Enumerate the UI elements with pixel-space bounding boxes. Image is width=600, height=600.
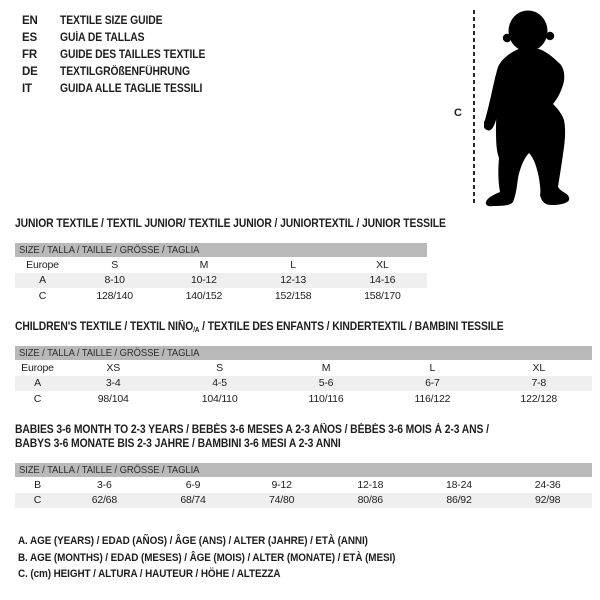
cell: 104/110	[201, 392, 238, 405]
cell: S	[111, 258, 119, 271]
size-grid	[15, 346, 592, 407]
cell: 18-24	[446, 478, 472, 491]
height-measure-label: C	[454, 107, 462, 119]
lang-row-de	[22, 64, 222, 81]
cell: M	[199, 258, 209, 271]
cell: L	[290, 258, 296, 271]
cell: 158/170	[364, 289, 401, 302]
lang-title: GUÍA DE TALLAS	[60, 32, 145, 44]
table-title: JUNIOR TEXTILE / TEXTIL JUNIOR/ TEXTILE JUNIOR / JUNIORTEXTIL / JUNIOR TESSILE	[15, 218, 446, 230]
lang-code: ES	[22, 32, 37, 44]
cell: 128/140	[96, 289, 133, 302]
row-label: C	[38, 289, 47, 302]
row-label: A	[15, 273, 70, 289]
table-row	[15, 288, 427, 304]
lang-title: TEXTILGRÖßENFÜHRUNG	[60, 66, 190, 78]
legend-row-a	[18, 533, 437, 550]
table-title: CHILDREN'S TEXTILE / TEXTIL $NIÑO_{/A}$ / TEXTILE DES ENFANTS / KINDERTEXTIL / BAMBINI TESSILE	[15, 321, 504, 334]
cell: 68/74	[149, 493, 238, 509]
cell: 14-16	[338, 273, 427, 289]
legend-key: C.	[18, 568, 28, 580]
row-label: Europe	[21, 361, 54, 374]
table-row	[15, 493, 592, 509]
lang-title: TEXTILE SIZE GUIDE	[60, 15, 163, 27]
lang-row-it	[22, 81, 222, 98]
legend-row-b	[18, 550, 437, 567]
language-header	[22, 13, 222, 98]
legend	[18, 533, 437, 583]
cell: 80/86	[326, 493, 415, 509]
baby-silhouette-icon	[484, 8, 572, 208]
table-row	[15, 273, 427, 289]
size-header-bar: SIZE / TALLA / TAILLE / GRÖSSE / TAGLIA	[15, 463, 592, 477]
cell: 7-8	[486, 376, 592, 392]
cell: XL	[376, 258, 389, 271]
lang-title: GUIDE DES TAILLES TEXTILE	[60, 49, 206, 61]
cell: 152/158	[274, 289, 312, 302]
table-row	[15, 257, 427, 273]
size-header-row	[15, 463, 592, 477]
cell: XL	[532, 361, 545, 374]
table-row	[15, 376, 592, 392]
lang-code: IT	[22, 83, 32, 95]
cell: 12-13	[249, 273, 338, 289]
row-label: C	[33, 392, 42, 405]
lang-row-en	[22, 13, 222, 30]
cell: 62/68	[60, 493, 149, 509]
cell: 3-6	[97, 478, 112, 491]
size-header-row	[15, 243, 427, 257]
cell: 74/80	[237, 493, 326, 509]
lang-title: GUIDA ALLE TAGLIE TESSILI	[60, 83, 203, 95]
height-measure-line	[473, 10, 475, 206]
table-row	[15, 391, 592, 407]
cell: 140/152	[185, 289, 223, 302]
legend-key: A.	[18, 535, 28, 547]
cell: L	[429, 361, 436, 374]
cell: 116/122	[414, 392, 451, 405]
cell: 86/92	[415, 493, 504, 509]
lang-row-fr	[22, 47, 222, 64]
lang-code: DE	[22, 66, 38, 78]
cell: 92/98	[503, 493, 592, 509]
cell: 4-5	[166, 376, 272, 392]
cell: 9-12	[271, 478, 292, 491]
size-header-bar: SIZE / TALLA / TAILLE / GRÖSSE / TAGLIA	[15, 243, 427, 257]
cell: 110/116	[308, 392, 344, 405]
cell: 8-10	[70, 273, 159, 289]
size-grid	[15, 243, 427, 304]
cell: 122/128	[520, 392, 558, 405]
lang-code: EN	[22, 15, 38, 27]
row-label: B	[34, 478, 41, 491]
cell: S	[216, 361, 223, 374]
size-grid	[15, 463, 592, 508]
lang-code: FR	[22, 49, 37, 61]
cell: 6-7	[379, 376, 485, 392]
row-label: A	[15, 376, 60, 392]
legend-row-c	[18, 566, 437, 583]
cell: XS	[106, 361, 120, 374]
legend-text: AGE (YEARS) / EDAD (AÑOS) / ÂGE (ANS) / ALTER (JAHRE) / ETÀ (ANNI)	[30, 535, 368, 547]
cell: M	[321, 361, 331, 374]
legend-text: (cm) HEIGHT / ALTURA / HAUTEUR / HÖHE / ALTEZZA	[30, 568, 281, 580]
row-label: C	[15, 493, 60, 509]
cell: 5-6	[273, 376, 379, 392]
size-table-children	[15, 320, 592, 407]
table-title: BABIES 3-6 MONTH TO 2-3 YEARS / BEBÉS 3-6 MESES A 2-3 AÑOS / BÉBÉS 3-6 MOIS À 2-3 ANS / BABYS 3-6 MONATE BIS 2-3 JAHRE / BAMBINI 3-6 MESI A 2-3 ANNI	[15, 424, 489, 450]
lang-row-es	[22, 30, 222, 47]
cell: 98/104	[97, 392, 129, 405]
table-row	[15, 360, 592, 376]
cell: 3-4	[60, 376, 166, 392]
cell: 6-9	[185, 478, 201, 491]
size-table-babies	[15, 423, 592, 508]
cell: 12-18	[357, 478, 384, 491]
row-label: Europe	[26, 258, 59, 271]
legend-text: AGE (MONTHS) / EDAD (MESES) / ÂGE (MOIS) / ALTER (MONATE) / ETÀ (MESI)	[30, 551, 396, 564]
size-header-row	[15, 346, 592, 360]
legend-key: B.	[18, 551, 28, 564]
cell: 10-12	[159, 273, 248, 289]
size-table-junior	[15, 217, 494, 304]
cell: 24-36	[534, 478, 561, 491]
table-row	[15, 477, 592, 493]
size-header-bar: SIZE / TALLA / TAILLE / GRÖSSE / TAGLIA	[15, 346, 592, 360]
